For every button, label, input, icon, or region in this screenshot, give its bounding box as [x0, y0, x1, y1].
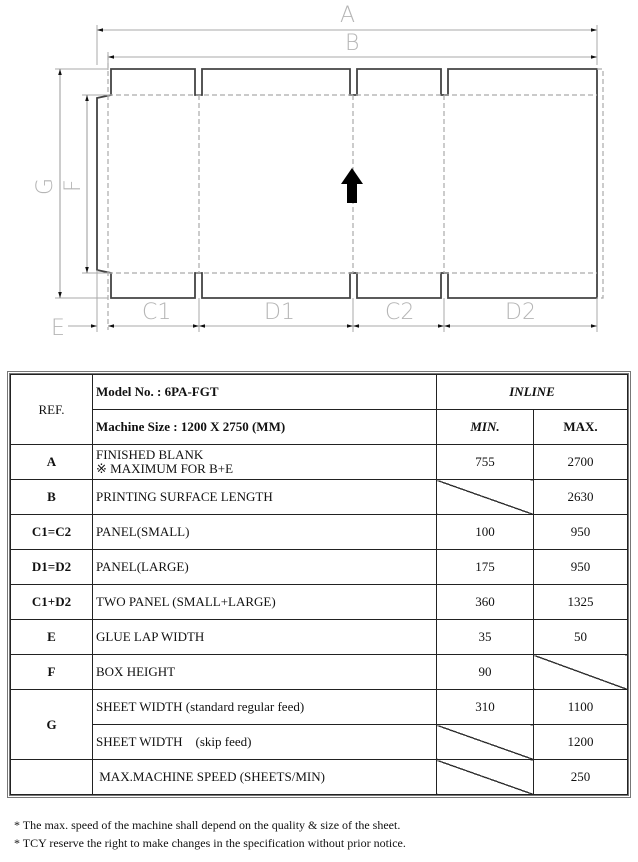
label-c2: C2 — [385, 300, 415, 325]
row-desc: MAX.MACHINE SPEED (SHEETS/MIN) — [93, 760, 437, 795]
row-ref: C1=C2 — [11, 515, 93, 550]
label-c1: C1 — [142, 300, 172, 325]
row-desc — [93, 445, 437, 480]
label-a: A — [340, 3, 356, 28]
footnotes — [14, 816, 406, 852]
table-row — [11, 620, 628, 655]
label-b: B — [345, 31, 360, 56]
footnote-speed: * The max. speed of the machine shall depend on the quality & size of the sheet. — [14, 818, 401, 832]
footnote-disclaimer: * TCY reserve the right to make changes in the specification without prior notice. — [14, 836, 406, 850]
table-row — [11, 655, 628, 690]
row-min-not-applicable — [437, 480, 534, 515]
row-min: 90 — [437, 655, 534, 690]
table-header-row-1 — [11, 375, 628, 410]
row-ref: D1=D2 — [11, 550, 93, 585]
table-row — [11, 445, 628, 480]
row-desc: PANEL(SMALL) — [93, 515, 437, 550]
row-ref: E — [11, 620, 93, 655]
row-max: 1100 — [534, 690, 628, 725]
row-min: 100 — [437, 515, 534, 550]
row-ref: C1+D2 — [11, 585, 93, 620]
row-desc: GLUE LAP WIDTH — [93, 620, 437, 655]
row-min-not-applicable — [437, 725, 534, 760]
label-g: G — [33, 177, 58, 195]
table-header-row-2 — [11, 410, 628, 445]
row-desc: SHEET WIDTH (skip feed) — [93, 725, 437, 760]
row-max: 250 — [534, 760, 628, 795]
table-row — [11, 585, 628, 620]
row-desc: SHEET WIDTH (standard regular feed) — [93, 690, 437, 725]
dimension-f — [61, 95, 108, 273]
row-max: 2630 — [534, 480, 628, 515]
row-desc: PANEL(LARGE) — [93, 550, 437, 585]
row-max: 950 — [534, 550, 628, 585]
row-max: 50 — [534, 620, 628, 655]
max-header: MAX. — [534, 410, 628, 445]
dimension-b — [108, 31, 597, 70]
row-max-not-applicable — [534, 655, 628, 690]
model-number: Model No. : 6PA-FGT — [93, 375, 437, 410]
row-min: 310 — [437, 690, 534, 725]
row-desc: PRINTING SURFACE LENGTH — [93, 480, 437, 515]
inline-header: INLINE — [437, 375, 628, 410]
row-min: 35 — [437, 620, 534, 655]
row-min: 175 — [437, 550, 534, 585]
ref-header: REF. — [11, 375, 93, 445]
table-row — [11, 725, 628, 760]
row-desc-line2: ※ MAXIMUM FOR B+E — [96, 461, 234, 476]
row-ref: B — [11, 480, 93, 515]
row-ref — [11, 760, 93, 795]
row-desc: TWO PANEL (SMALL+LARGE) — [93, 585, 437, 620]
table-row — [11, 690, 628, 725]
label-e: E — [51, 316, 65, 341]
label-d1: D1 — [264, 300, 295, 325]
label-d2: D2 — [505, 300, 536, 325]
table-row — [11, 760, 628, 795]
machine-size: Machine Size : 1200 X 2750 (MM) — [93, 410, 437, 445]
row-min-not-applicable — [437, 760, 534, 795]
label-f: F — [61, 179, 86, 192]
table-row — [11, 515, 628, 550]
row-ref: A — [11, 445, 93, 480]
min-header: MIN. — [437, 410, 534, 445]
row-max: 1200 — [534, 725, 628, 760]
row-min: 360 — [437, 585, 534, 620]
table-row — [11, 550, 628, 585]
row-max: 1325 — [534, 585, 628, 620]
row-max: 2700 — [534, 445, 628, 480]
row-desc: BOX HEIGHT — [93, 655, 437, 690]
table-row — [11, 480, 628, 515]
box-blank-diagram — [0, 0, 638, 345]
row-max: 950 — [534, 515, 628, 550]
spec-table — [7, 371, 631, 798]
bottom-dimensions — [51, 270, 597, 341]
row-desc-line1: FINISHED BLANK — [96, 447, 204, 462]
feed-direction-arrow-icon — [341, 168, 363, 203]
row-ref: F — [11, 655, 93, 690]
row-min: 755 — [437, 445, 534, 480]
row-ref: G — [11, 690, 93, 760]
